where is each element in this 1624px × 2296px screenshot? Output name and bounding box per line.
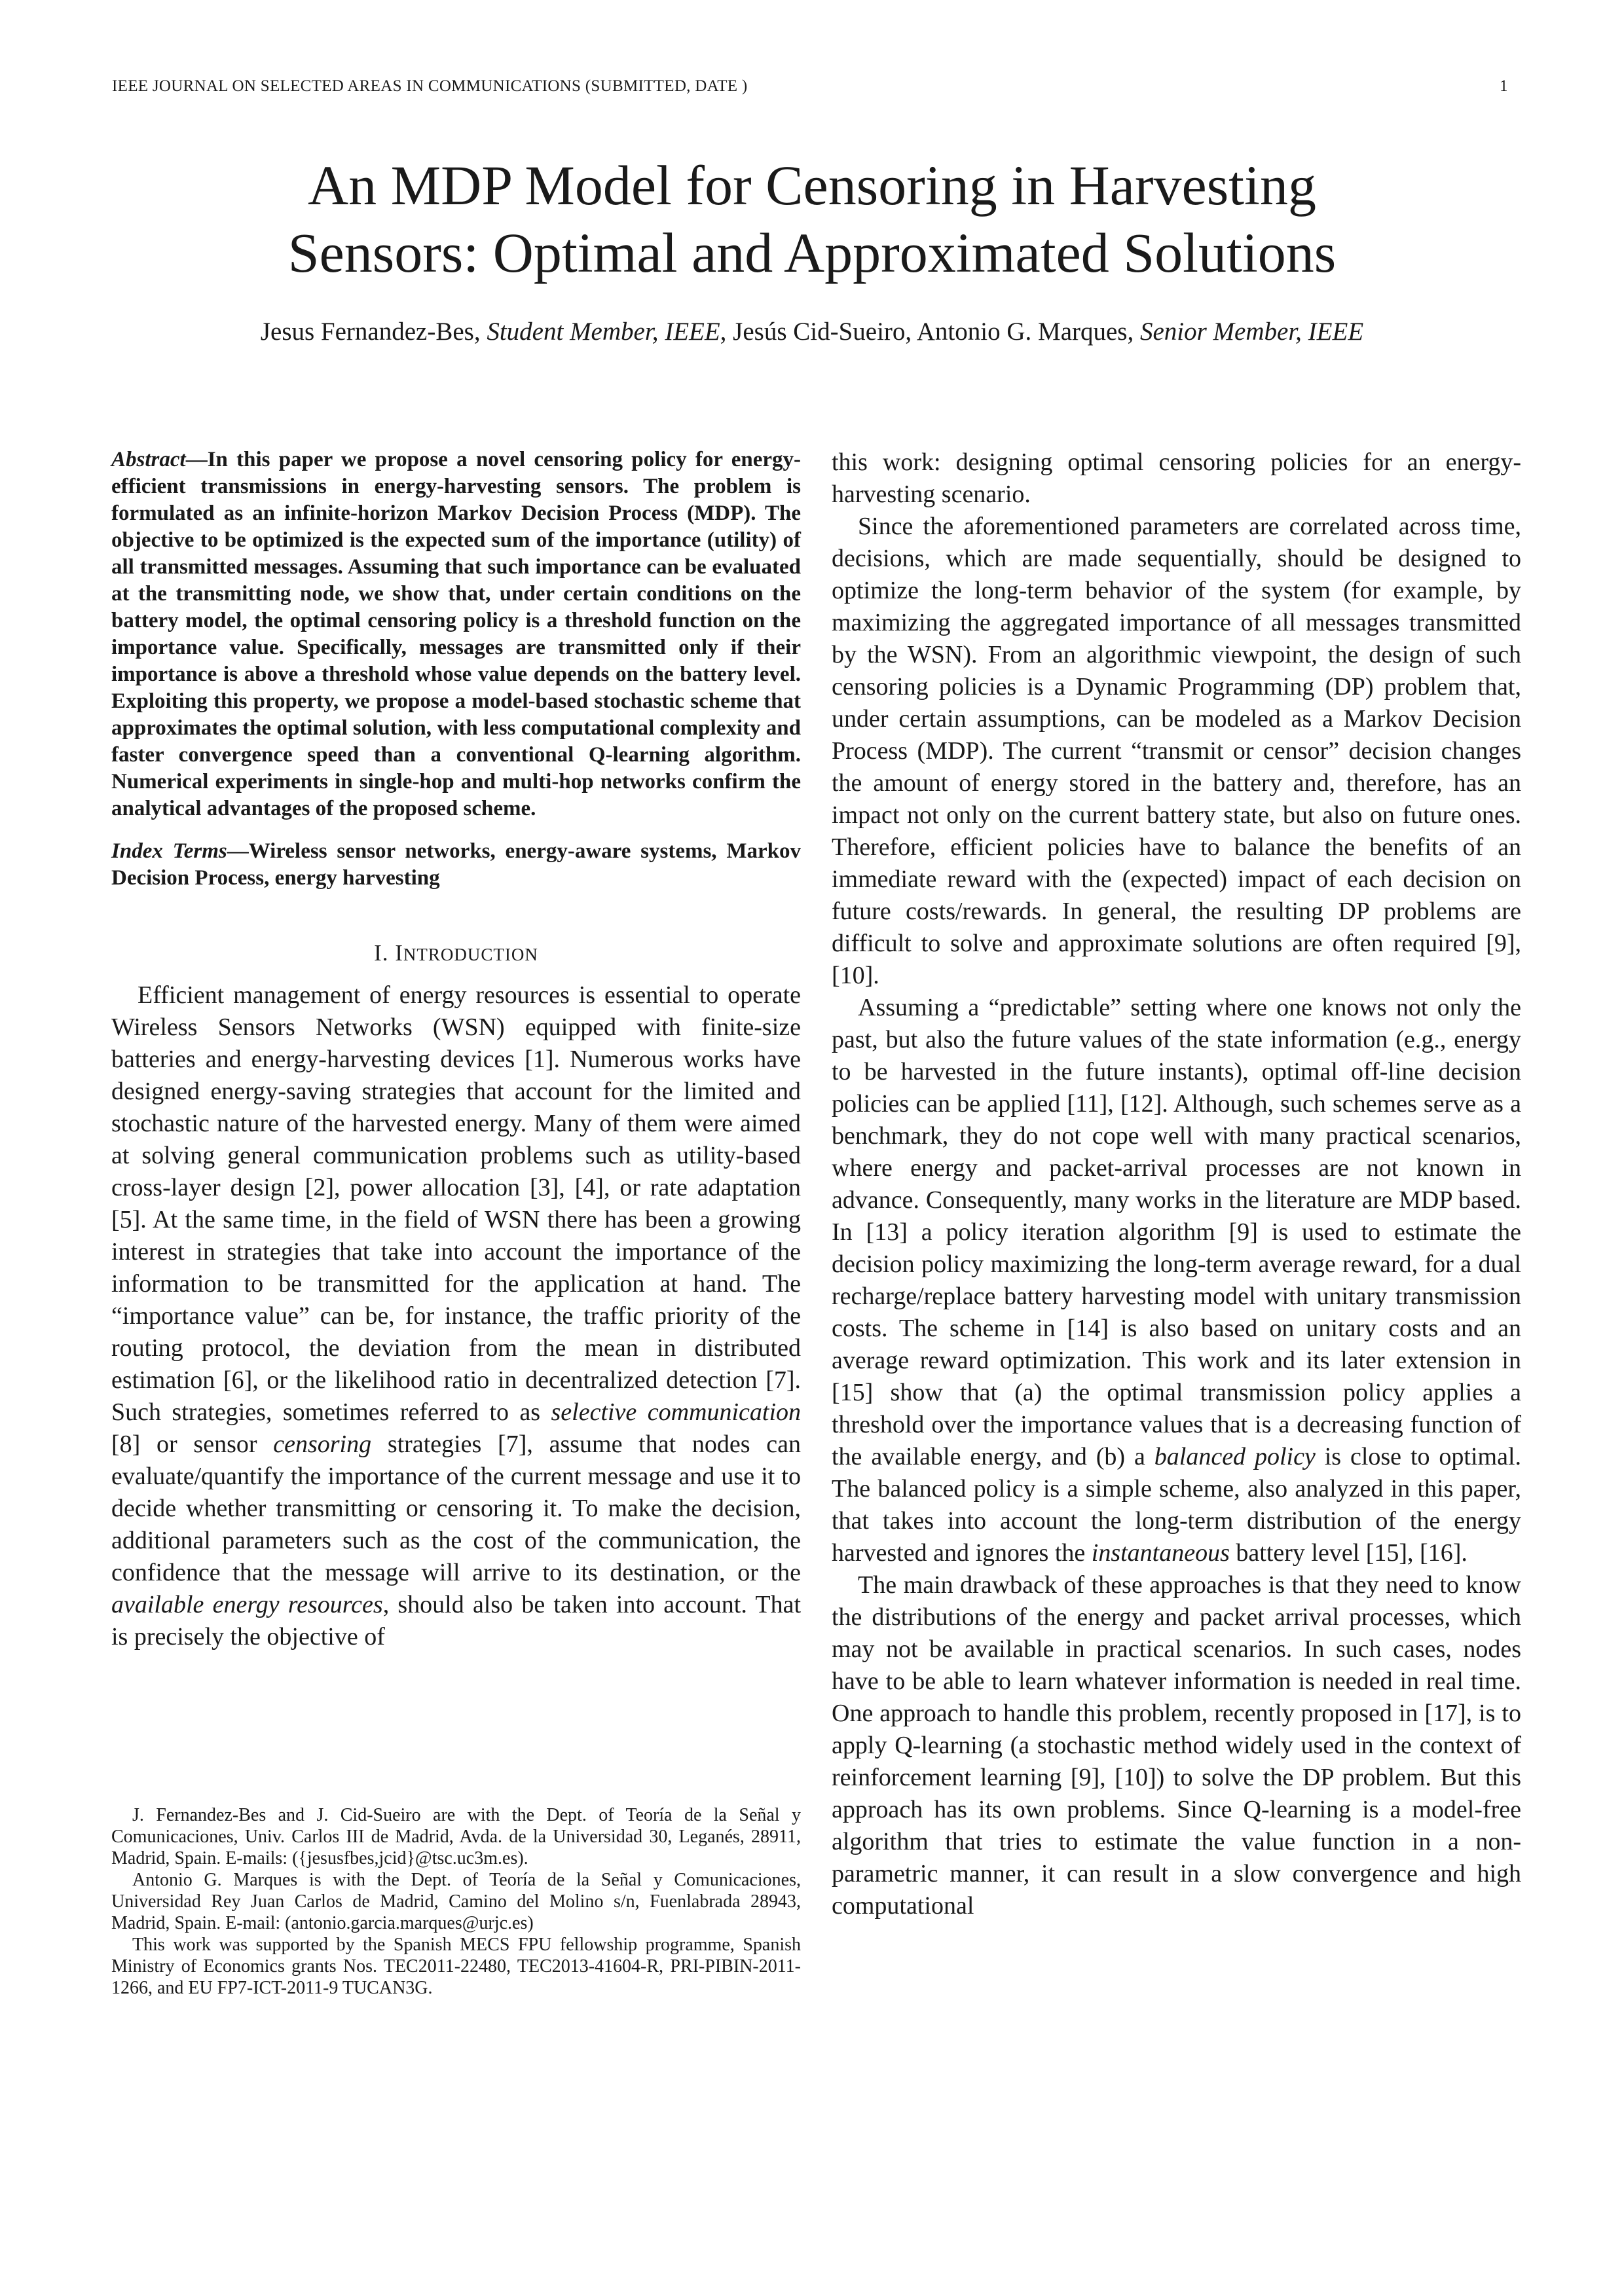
title-line-2: Sensors: Optimal and Approximated Solutions — [287, 221, 1337, 284]
abstract-text: —In this paper we propose a novel censoring policy for energy-efficient transmissions in energy-harvesting sensors. The problem is formulated as an infinite-horizon Markov Decision Process (MDP). The objective to be optimized is the expected sum of the importance (utility) of all transmitted messages. Assuming that such importance can be evaluated at the transmitting node, we show that, under certain conditions on the battery model, the optimal censoring policy is a threshold function on the importance value. Specifically, messages are transmitted only if their importance is above a threshold whose value depends on the battery level. Exploiting this property, we propose a model-based stochastic scheme that approximates the optimal solution, with less computational complexity and faster convergence speed than a conventional Q-learning algorithm. Numerical experiments in single-hop and multi-hop networks confirm the analytical advantages of the proposed scheme. — [111, 448, 801, 820]
author-2-3: , Jesús Cid-Sueiro, Antonio G. Marques, — [720, 318, 1140, 346]
page-number: 1 — [1500, 77, 1508, 95]
footnotes — [111, 1804, 801, 1999]
title-line-1: An MDP Model for Censoring in Harvesting — [308, 154, 1316, 217]
author-3-membership: Senior Member, IEEE — [1139, 318, 1364, 346]
intro-paragraph-3: Assuming a “predictable” setting where one knows not only the past, but also the future values of the state information (e.g., energy to be harvested in the future instants), optimal off-line decision policies can be applied [11], [12]. Although, such schemes serve as a benchmark, they do not cope well with many practical scenarios, where energy and packet-arrival processes are not known in advance. Consequently, many works in the literature are MDP based. In [13] a policy iteration algorithm [9] is used to estimate the decision policy maximizing the long-term average reward, for a dual recharge/replace battery harvesting model with unitary transmission costs. The scheme in [14] is also based on unitary costs and an average reward optimization. This work and its later extension in [15] show that (a) the optimal transmission policy applies a threshold over the importance values that is a decreasing function of the available energy, and (b) a balanced policy is close to optimal. The balanced policy is a simple scheme, also analyzed in this paper, that takes into account the long-term distribution of the energy harvested and ignores the instantaneous battery level [15], [16]. — [832, 994, 1522, 1567]
author-list — [98, 317, 1526, 346]
author-1: Jesus Fernandez-Bes, — [260, 318, 487, 346]
abstract-lead: Abstract — [111, 448, 186, 471]
paper-title — [98, 152, 1526, 287]
index-terms-lead: Index Terms — [111, 839, 227, 863]
intro-paragraph-continued: this work: designing optimal censoring policies for an energy-harvesting scenario. — [832, 448, 1521, 508]
section-heading-introduction: I. INTRODUCTION — [374, 940, 538, 966]
footnote-funding: This work was supported by the Spanish MECS FPU fellowship programme, Spanish Ministry of Economics grants Nos. TEC2011-22480, TEC2013-41604-R, PRI-PIBIN-2011-1266, and EU FP7-ICT-2011-9 TUCAN3G. — [111, 1935, 801, 1998]
left-column — [111, 446, 801, 1653]
intro-paragraph-2: Since the aforementioned parameters are correlated across time, decisions, which are made sequentially, should be designed to optimize the long-term behavior of the system (for example, by maximizing the aggregated importance of all messages transmitted by the WSN). From an algorithmic viewpoint, the design of such censoring policies is a Dynamic Programming (DP) problem that, under certain assumptions, can be modeled as a Markov Decision Process (MDP). The current “transmit or censor” decision changes the amount of energy stored in the battery and, therefore, has an impact not only on the current battery state, but also on future ones. Therefore, efficient policies have to balance the benefits of an immediate reward with the (expected) impact of each decision on future costs/rewards. In general, the resulting DP problems are difficult to solve and approximate solutions are often required [9], [10]. — [832, 513, 1521, 989]
intro-paragraph-1: Efficient management of energy resources is essential to operate Wireless Sensors Networks (WSN) equipped with finite-size batteries and energy-harvesting devices [1]. Numerous works have designed energy-saving strategies that account for the limited and stochastic nature of the harvested energy. Many of them were aimed at solving general communication problems such as utility-based cross-layer design [2], power allocation [3], [4], or rate adaptation [5]. At the same time, in the field of WSN there has been a growing interest in strategies that take into account the importance of the information to be transmitted for the application at hand. The “importance value” can be, for instance, the traffic priority of the routing protocol, the deviation from the mean in distributed estimation [6], or the likelihood ratio in decentralized detection [7]. Such strategies, sometimes referred to as selective communication [8] or sensor censoring strategies [7], assume that nodes can evaluate/quantify the importance of the current message and use it to decide whether transmitting or censoring it. To make the decision, additional parameters such as the cost of the communication, the confidence that the message will arrive to its destination, or the available energy resources, should also be taken into account. That is precisely the objective of — [111, 981, 802, 1650]
running-head: IEEE JOURNAL ON SELECTED AREAS IN COMMUNICATIONS (SUBMITTED, DATE ) — [112, 77, 748, 95]
footnote-affiliation-2: Antonio G. Marques is with the Dept. of Teoría de la Señal y Comunicaciones, Universidad Rey Juan Carlos de Madrid, Camino del Molino s/n, Fuenlabrada 28943, Madrid, Spain. E-mail: (antonio.garcia.marques@urjc.es) — [111, 1870, 801, 1933]
index-terms-text: —Wireless sensor networks, energy-aware systems, Markov Decision Process, energy harvesting — [111, 839, 801, 890]
footnote-affiliation-1: J. Fernandez-Bes and J. Cid-Sueiro are with the Dept. of Teoría de la Señal y Comunicaciones, Univ. Carlos III de Madrid, Avda. de la Universidad 30, Leganés, 28911, Madrid, Spain. E-mails: ({jesusfbes,jcid}@tsc.uc3m.es). — [111, 1805, 801, 1868]
abstract — [111, 446, 801, 822]
intro-paragraph-4: The main drawback of these approaches is that they need to know the distributions of the energy and packet arrival processes, which may not be available in practical scenarios. In such cases, nodes have to be able to learn whatever information is needed in real time. One approach to handle this problem, recently proposed in [17], is to apply Q-learning (a stochastic method widely used in the context of reinforcement learning [9], [10]) to solve the DP problem. But this approach has its own problems. Since Q-learning is a model-free algorithm that tries to estimate the value function in a non-parametric manner, it can result in a slow convergence and high computational — [832, 1571, 1521, 1920]
author-1-membership: Student Member, IEEE — [487, 318, 720, 346]
index-terms — [111, 838, 801, 892]
right-column — [832, 446, 1521, 1922]
